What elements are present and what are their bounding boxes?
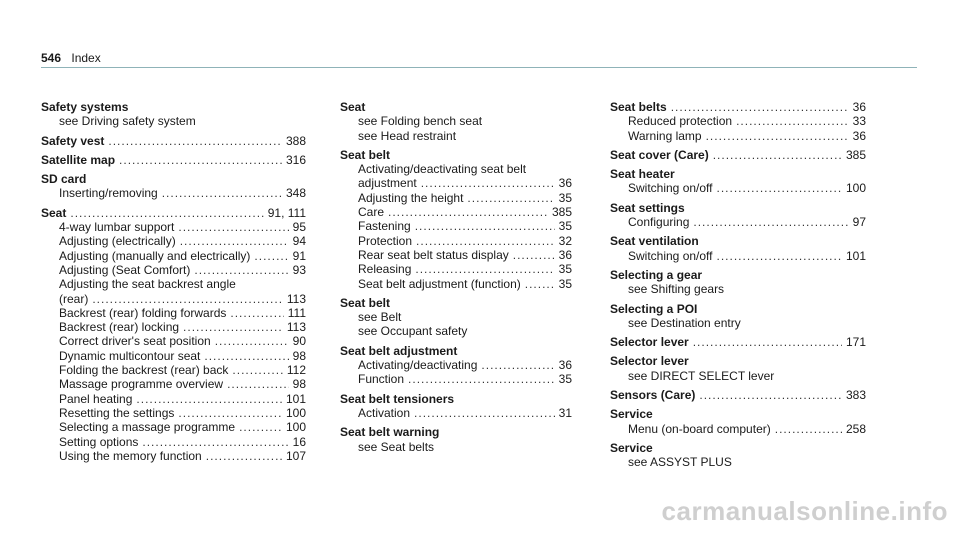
index-term-row bbox=[340, 392, 572, 406]
page-reference[interactable]: 171 bbox=[845, 335, 866, 350]
index-subentry bbox=[340, 219, 572, 233]
index-term-row bbox=[610, 268, 866, 282]
page-reference[interactable]: 111 bbox=[287, 305, 306, 320]
page-reference[interactable]: 93 bbox=[292, 262, 306, 277]
index-term: Safety systems bbox=[41, 100, 129, 114]
subentry-text: Panel heating bbox=[59, 391, 133, 406]
index-term: Service bbox=[610, 407, 653, 422]
index-term: Seat heater bbox=[610, 167, 675, 182]
index-term: Selecting a gear bbox=[610, 267, 703, 282]
page-reference[interactable]: 107 bbox=[285, 448, 306, 463]
page-reference[interactable]: 98 bbox=[292, 348, 306, 363]
subentry-text: see Seat belts bbox=[358, 439, 435, 454]
dot-leader bbox=[408, 372, 555, 386]
index-term-row bbox=[610, 302, 866, 316]
index-subentry bbox=[41, 420, 306, 434]
index-entry bbox=[340, 425, 572, 454]
index-entry bbox=[610, 148, 866, 162]
dot-leader bbox=[525, 277, 555, 291]
index-subentry bbox=[340, 234, 572, 248]
dot-leader bbox=[227, 377, 289, 391]
index-term-row bbox=[610, 335, 866, 349]
dot-leader bbox=[194, 263, 288, 277]
index-subentry bbox=[41, 435, 306, 449]
page-reference[interactable]: 258 bbox=[845, 421, 866, 436]
subentry-text: Function bbox=[358, 372, 405, 387]
index-term: Seat belt adjustment bbox=[340, 343, 458, 358]
subentry-text: Adjusting (manually and electrically) bbox=[59, 248, 251, 263]
index-subentry bbox=[41, 363, 306, 377]
index-term-row bbox=[340, 425, 572, 439]
dot-leader bbox=[481, 358, 554, 372]
index-entry bbox=[610, 441, 866, 470]
dot-leader bbox=[178, 406, 282, 420]
index-term: Seat settings bbox=[610, 200, 685, 215]
index-term-row bbox=[610, 201, 866, 215]
dot-leader bbox=[180, 234, 289, 248]
page-reference[interactable]: 35 bbox=[558, 372, 572, 387]
subentry-text: Backrest (rear) locking bbox=[59, 320, 180, 335]
index-entry bbox=[610, 335, 866, 349]
dot-leader bbox=[671, 100, 849, 114]
index-subentry bbox=[340, 205, 572, 219]
dot-leader bbox=[204, 349, 288, 363]
page-reference[interactable]: 348 bbox=[285, 186, 306, 201]
dot-leader bbox=[178, 220, 288, 234]
index-entry bbox=[340, 148, 572, 291]
subentry-text: Activation bbox=[358, 405, 411, 420]
index-subentry bbox=[41, 186, 306, 200]
page-reference[interactable]: 100 bbox=[845, 181, 866, 196]
index-entry bbox=[610, 388, 866, 402]
index-subentry bbox=[340, 277, 572, 291]
subentry-text: Adjusting (Seat Comfort) bbox=[59, 262, 191, 277]
index-term: Service bbox=[610, 440, 653, 455]
index-subentry bbox=[610, 422, 866, 436]
page-reference[interactable]: 95 bbox=[292, 220, 306, 235]
index-subentry bbox=[41, 334, 306, 348]
page-reference[interactable]: 33 bbox=[852, 114, 866, 129]
index-entry bbox=[340, 296, 572, 339]
subentry-text: Fastening bbox=[358, 219, 411, 234]
page-reference[interactable]: 101 bbox=[285, 391, 306, 406]
index-subentry bbox=[41, 449, 306, 463]
index-subentry bbox=[41, 263, 306, 277]
dot-leader bbox=[119, 153, 282, 167]
subentry-text: Setting options bbox=[59, 434, 139, 449]
index-entry bbox=[610, 268, 866, 297]
subentry-text: Dynamic multicontour seat bbox=[59, 348, 201, 363]
dot-leader bbox=[699, 388, 842, 402]
subentry-text: see Driving safety system bbox=[59, 114, 196, 129]
page-reference[interactable]: 388 bbox=[285, 133, 306, 148]
index-subentry bbox=[610, 114, 866, 128]
index-subentry bbox=[610, 316, 866, 330]
index-subentry bbox=[340, 114, 572, 128]
index-subentry bbox=[340, 324, 572, 338]
subentry-text: Activating/deactivating bbox=[358, 358, 478, 373]
index-term: Seat belts bbox=[610, 100, 667, 114]
dot-leader bbox=[693, 215, 848, 229]
page-reference[interactable]: 31 bbox=[558, 405, 572, 420]
page-reference[interactable]: 35 bbox=[558, 262, 572, 277]
dot-leader bbox=[706, 129, 849, 143]
index-term-row bbox=[340, 148, 572, 162]
index-term: Seat bbox=[41, 205, 67, 220]
subentry-text: Adjusting (electrically) bbox=[59, 234, 176, 249]
subentry-text: Menu (on-board computer) bbox=[628, 421, 771, 436]
index-term-row bbox=[610, 148, 866, 162]
index-entry bbox=[610, 100, 866, 143]
subentry-text: (rear) bbox=[59, 291, 89, 306]
index-term: Seat belt warning bbox=[340, 425, 440, 440]
page-reference[interactable]: 35 bbox=[558, 190, 572, 205]
dot-leader bbox=[414, 406, 555, 420]
index-subentry bbox=[41, 406, 306, 420]
index-term: Seat belt bbox=[340, 295, 391, 310]
index-term: Selector lever bbox=[610, 354, 689, 369]
index-term-row bbox=[610, 388, 866, 402]
index-entry bbox=[41, 134, 306, 148]
index-term-row bbox=[610, 100, 866, 114]
dot-leader bbox=[693, 335, 842, 349]
index-subentry bbox=[340, 248, 572, 262]
dot-leader bbox=[206, 449, 282, 463]
subentry-text: see Occupant safety bbox=[358, 324, 468, 339]
subentry-text: Selecting a massage programme bbox=[59, 420, 236, 435]
page-reference[interactable]: 32 bbox=[558, 233, 572, 248]
index-subentry bbox=[41, 220, 306, 234]
page-reference[interactable]: 91 bbox=[292, 248, 306, 263]
page-reference[interactable]: 100 bbox=[285, 405, 306, 420]
index-entry bbox=[41, 172, 306, 201]
dot-leader bbox=[108, 134, 282, 148]
page-reference[interactable]: 316 bbox=[285, 152, 306, 167]
index-subentry bbox=[340, 262, 572, 276]
index-subentry bbox=[340, 372, 572, 386]
subentry-text: Massage programme overview bbox=[59, 377, 224, 392]
subentry-text: Seat belt adjustment (function) bbox=[358, 276, 521, 291]
dot-leader bbox=[183, 320, 283, 334]
subentry-text: Inserting/removing bbox=[59, 186, 158, 201]
index-term-row bbox=[340, 100, 572, 114]
watermark-logo: carmanualsonline.info bbox=[661, 496, 948, 526]
index-column-1 bbox=[41, 100, 306, 468]
subentry-text: see Folding bench seat bbox=[358, 114, 483, 129]
index-term: Seat belt tensioners bbox=[340, 391, 455, 406]
page-reference[interactable]: 385 bbox=[551, 205, 572, 220]
page-reference[interactable]: 91, 111 bbox=[267, 205, 306, 220]
page-reference[interactable]: 113 bbox=[286, 320, 306, 335]
subentry-text: Using the memory function bbox=[59, 448, 202, 463]
subentry-text: see Head restraint bbox=[358, 128, 457, 143]
index-subentry bbox=[41, 234, 306, 248]
header-divider bbox=[41, 67, 917, 68]
dot-leader bbox=[415, 262, 554, 276]
subentry-text: 4-way lumbar support bbox=[59, 220, 175, 235]
index-term: Seat bbox=[340, 100, 366, 114]
index-subentry bbox=[41, 277, 306, 291]
index-entry bbox=[41, 100, 306, 129]
index-subentry bbox=[610, 249, 866, 263]
index-subentry bbox=[610, 282, 866, 296]
page-reference[interactable]: 36 bbox=[558, 247, 572, 262]
subentry-text: Folding the backrest (rear) back bbox=[59, 363, 229, 378]
dot-leader bbox=[142, 435, 288, 449]
page-reference[interactable]: 35 bbox=[558, 219, 572, 234]
subentry-text: adjustment bbox=[358, 176, 417, 191]
index-subentry bbox=[340, 129, 572, 143]
page-reference[interactable]: 36 bbox=[852, 100, 866, 114]
dot-leader bbox=[421, 176, 555, 190]
index-entry bbox=[340, 344, 572, 387]
subentry-text: Backrest (rear) folding forwards bbox=[59, 305, 227, 320]
dot-leader bbox=[232, 363, 282, 377]
index-subentry bbox=[41, 349, 306, 363]
index-subentry bbox=[610, 215, 866, 229]
subentry-text: Rear seat belt status display bbox=[358, 247, 509, 262]
index-term: SD card bbox=[41, 172, 87, 187]
index-term-row bbox=[41, 100, 306, 114]
index-subentry bbox=[340, 176, 572, 190]
index-term-row bbox=[41, 134, 306, 148]
index-entry bbox=[610, 201, 866, 230]
subentry-text: Care bbox=[358, 205, 385, 220]
dot-leader bbox=[415, 219, 555, 233]
index-entry bbox=[340, 392, 572, 421]
index-subentry bbox=[41, 306, 306, 320]
index-subentry bbox=[41, 392, 306, 406]
index-term-row bbox=[610, 441, 866, 455]
subentry-text: Activating/deactivating seat belt bbox=[358, 162, 527, 177]
subentry-text: Correct driver's seat position bbox=[59, 334, 211, 349]
subentry-text: Reduced protection bbox=[628, 114, 733, 129]
dot-leader bbox=[467, 191, 554, 205]
index-entry bbox=[610, 407, 866, 436]
dot-leader bbox=[92, 292, 283, 306]
dot-leader bbox=[70, 206, 263, 220]
page-reference[interactable]: 98 bbox=[292, 377, 306, 392]
subentry-text: Adjusting the seat backrest angle bbox=[59, 277, 236, 292]
dot-leader bbox=[136, 392, 282, 406]
index-term-row bbox=[340, 344, 572, 358]
index-term: Seat belt bbox=[340, 147, 391, 162]
index-term-row bbox=[340, 296, 572, 310]
index-term-row bbox=[41, 206, 306, 220]
page-reference[interactable]: 94 bbox=[292, 234, 306, 249]
index-subentry bbox=[41, 377, 306, 391]
index-term: Sensors (Care) bbox=[610, 388, 696, 403]
subentry-text: Configuring bbox=[628, 215, 690, 230]
index-term-row bbox=[610, 167, 866, 181]
index-term-row bbox=[610, 354, 866, 368]
subentry-text: Switching on/off bbox=[628, 181, 713, 196]
index-subentry bbox=[41, 249, 306, 263]
subentry-text: Warning lamp bbox=[628, 128, 702, 143]
index-entry bbox=[41, 206, 306, 463]
index-entry bbox=[610, 354, 866, 383]
page-reference[interactable]: 36 bbox=[558, 176, 572, 191]
index-term-row bbox=[41, 153, 306, 167]
subentry-text: see ASSYST PLUS bbox=[628, 455, 732, 470]
index-term-row bbox=[610, 407, 866, 421]
subentry-text: Adjusting the height bbox=[358, 190, 464, 205]
index-column-2 bbox=[340, 100, 572, 459]
page-reference[interactable]: 90 bbox=[292, 334, 306, 349]
index-subentry bbox=[340, 191, 572, 205]
page-reference[interactable]: 97 bbox=[852, 215, 866, 230]
dot-leader bbox=[513, 248, 555, 262]
index-term: Selector lever bbox=[610, 335, 689, 350]
index-subentry bbox=[610, 455, 866, 469]
subentry-text: see Shifting gears bbox=[628, 282, 725, 297]
index-term: Satellite map bbox=[41, 152, 116, 167]
dot-leader bbox=[239, 420, 282, 434]
dot-leader bbox=[713, 148, 842, 162]
index-subentry bbox=[610, 181, 866, 195]
index-subentry bbox=[41, 114, 306, 128]
dot-leader bbox=[717, 249, 842, 263]
index-subentry bbox=[340, 310, 572, 324]
index-entry bbox=[41, 153, 306, 167]
page-reference[interactable]: 113 bbox=[286, 291, 306, 306]
dot-leader bbox=[162, 186, 282, 200]
subentry-text: see DIRECT SELECT lever bbox=[628, 368, 775, 383]
index-term: Selecting a POI bbox=[610, 301, 698, 316]
dot-leader bbox=[215, 334, 289, 348]
page-reference[interactable]: 112 bbox=[286, 363, 306, 378]
index-term: Seat ventilation bbox=[610, 234, 699, 249]
page-reference[interactable]: 385 bbox=[845, 147, 866, 162]
page-reference[interactable]: 36 bbox=[558, 358, 572, 373]
dot-leader bbox=[388, 205, 548, 219]
index-subentry bbox=[610, 129, 866, 143]
dot-leader bbox=[717, 181, 842, 195]
subentry-text: Protection bbox=[358, 233, 413, 248]
dot-leader bbox=[736, 114, 849, 128]
index-entry bbox=[610, 302, 866, 331]
subentry-text: Releasing bbox=[358, 262, 412, 277]
index-term: Safety vest bbox=[41, 133, 105, 148]
index-term: Seat cover (Care) bbox=[610, 147, 709, 162]
index-entry bbox=[610, 234, 866, 263]
index-subentry bbox=[340, 406, 572, 420]
index-subentry bbox=[610, 369, 866, 383]
page-header bbox=[41, 51, 101, 65]
subentry-text: see Belt bbox=[358, 310, 402, 325]
index-term-row bbox=[41, 172, 306, 186]
index-entry bbox=[340, 100, 572, 143]
page-number: 546 bbox=[41, 51, 62, 65]
page-reference[interactable]: 35 bbox=[558, 276, 572, 291]
subentry-text: Switching on/off bbox=[628, 248, 713, 263]
index-term-row bbox=[610, 234, 866, 248]
index-subentry bbox=[340, 440, 572, 454]
index-entry bbox=[610, 167, 866, 196]
index-column-3 bbox=[610, 100, 866, 475]
page-reference[interactable]: 101 bbox=[845, 248, 866, 263]
subentry-text: see Destination entry bbox=[628, 315, 741, 330]
index-subentry bbox=[340, 162, 572, 176]
index-subentry bbox=[340, 358, 572, 372]
page-reference[interactable]: 383 bbox=[845, 388, 866, 403]
dot-leader bbox=[775, 422, 842, 436]
subentry-text: Resetting the settings bbox=[59, 405, 175, 420]
dot-leader bbox=[416, 234, 555, 248]
index-subentry bbox=[41, 292, 306, 306]
page-reference[interactable]: 16 bbox=[292, 434, 306, 449]
page-reference[interactable]: 36 bbox=[852, 128, 866, 143]
dot-leader bbox=[254, 249, 288, 263]
index-subentry bbox=[41, 320, 306, 334]
page-reference[interactable]: 100 bbox=[285, 420, 306, 435]
section-title: Index bbox=[71, 51, 101, 65]
dot-leader bbox=[230, 306, 283, 320]
